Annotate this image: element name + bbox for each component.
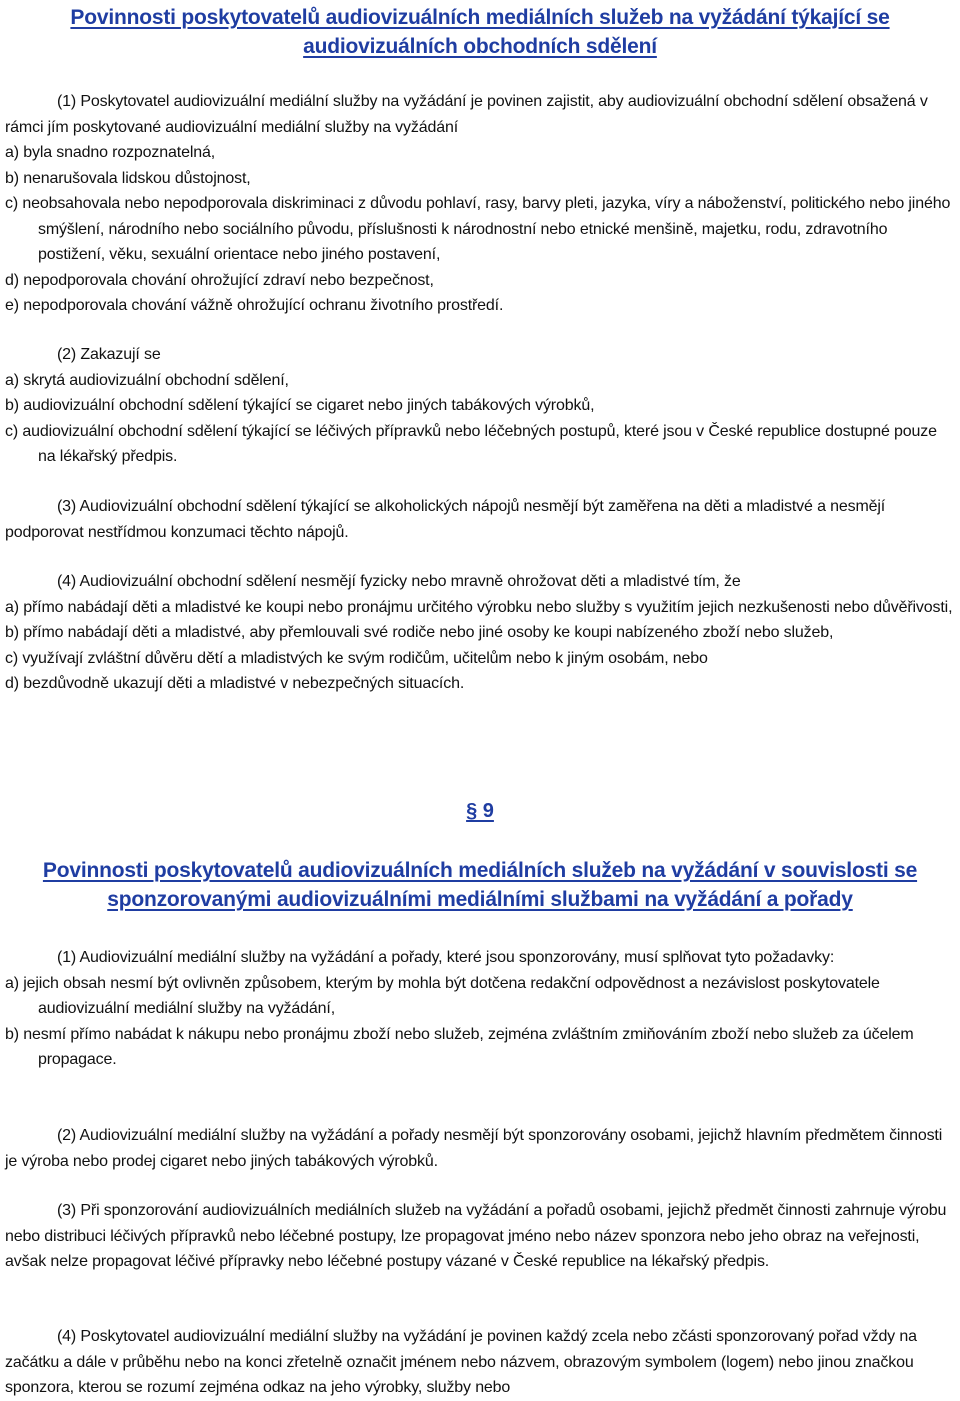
paragraph-1 [5,89,957,319]
list-item: e) nepodporovala chování vážně ohrožující ochranu životního prostředí. [5,297,504,314]
section9-paragraph-4 [5,1324,957,1401]
section-number: § 9 [466,800,494,822]
list-item: b) přímo nabádají děti a mladistvé, aby přemlouvali své rodiče nebo jiné osoby ke koupi nabízeného zboží nebo služeb, [5,624,834,641]
list-item: d) nepodporovala chování ohrožující zdraví nebo bezpečnost, [5,271,434,289]
section9-paragraph-3 [5,1198,957,1275]
list-item: c) využívají zvláštní důvěru dětí a mladistvých ke svým rodičům, učitelům nebo k jiným osobám, nebo [5,649,708,667]
paragraph-4 [5,569,957,697]
section9-paragraph-1-lead: (1) Audiovizuální mediální služby na vyžádání a pořady, které jsou sponzorovány, musí splňovat tyto požadavky: [57,949,835,966]
section9-paragraph-2 [5,1123,957,1174]
paragraph-1-lead: (1) Poskytovatel audiovizuální mediální služby na vyžádání je povinen zajistit, aby audiovizuální obchodní sdělení obsažená v rámci jím poskytované audiovizuální mediální služby na vyžádání [5,93,928,136]
heading-obligations-commercial: Povinnosti poskytovatelů audiovizuálních mediálních služeb na vyžádání týkající se audiovizuálních obchodních sdělení [70,6,890,58]
paragraph-4-lead: (4) Audiovizuální obchodní sdělení nesmějí fyzicky nebo mravně ohrožovat děti a mladistvé tím, že [57,573,741,590]
list-item: b) audiovizuální obchodní sdělení týkající se cigaret nebo jiných tabákových výrobků, [5,397,595,414]
section9-paragraph-2-text: (2) Audiovizuální mediální služby na vyžádání a pořady nesmějí být sponzorovány osobami, jejichž hlavním předmětem činnosti je výroba nebo prodej cigaret nebo jiných tabákových výrobků. [5,1127,943,1170]
list-item: a) byla snadno rozpoznatelná, [5,144,216,161]
list-item: c) neobsahovala nebo nepodporovala diskriminaci z důvodu pohlaví, rasy, barvy pleti, jazyka, víry a náboženství, politického nebo jiného smýšlení, národního nebo sociálního původu, příslušnosti k národnostní nebo etnické menšině, majetku, rodu, zdravotního postižení, věku, sexuální orientace nebo jiného postavení, [5,195,951,263]
paragraph-2-lead: (2) Zakazují se [57,346,161,363]
paragraph-3-text: (3) Audiovizuální obchodní sdělení týkající se alkoholických nápojů nesmějí být zaměřena na děti a mladistvé a nesmějí podporovat nestřídmou konzumaci těchto nápojů. [5,498,886,541]
list-item: d) bezdůvodně ukazují děti a mladistvé v nebezpečných situacích. [5,675,465,692]
section9-paragraph-4-text: (4) Poskytovatel audiovizuální mediální služby na vyžádání je povinen každý zcela nebo zčásti sponzorovaný pořad vždy na začátku a dále v průběhu nebo na konci zřetelně označit jménem nebo názvem, obrazovým symbolem (logem) nebo jinou značkou sponzora, kterou se rozumí zejména odkaz na jeho výrobky, služby nebo [5,1328,917,1396]
list-item: b) nesmí přímo nabádat k nákupu nebo pronájmu zboží nebo služeb, zejména zvláštním zmiňováním zboží nebo služeb za účelem propagace. [5,1025,914,1068]
list-item: a) jejich obsah nesmí být ovlivněn způsobem, kterým by mohla být dotčena redakční odpovědnost a nezávislost poskytovatele audiovizuální mediální služby na vyžádání, [5,974,880,1017]
list-item: b) nenarušovala lidskou důstojnost, [5,169,251,187]
list-item: a) přímo nabádají děti a mladistvé ke koupi nebo pronájmu určitého výrobku nebo služby s využitím jejich nezkušenosti nebo důvěřivosti, [5,598,953,616]
section9-paragraph-3-text: (3) Při sponzorování audiovizuálních mediálních služeb na vyžádání a pořadů osobami, jejichž předmět činnosti zahrnuje výrobu nebo distribuci léčivých přípravků nebo léčebné postupy, lze propagovat jméno nebo název sponzora nebo jeho obraz na veřejnosti, avšak nelze propagovat léčivé přípravky nebo léčebné postupy vázané v České republice na lékařský předpis. [5,1202,947,1270]
section9-paragraph-1 [5,945,957,1073]
paragraph-3 [5,494,957,545]
paragraph-2 [5,342,957,470]
list-item: c) audiovizuální obchodní sdělení týkající se léčivých přípravků nebo léčebných postupů, které jsou v České republice dostupné pouze na lékařský předpis. [5,422,937,465]
list-item: a) skrytá audiovizuální obchodní sdělení, [5,371,289,389]
heading-sponsorship: Povinnosti poskytovatelů audiovizuálních mediálních služeb na vyžádání v souvislosti se sponzorovanými audiovizuálními mediálními službami na vyžádání a pořady [42,859,918,911]
